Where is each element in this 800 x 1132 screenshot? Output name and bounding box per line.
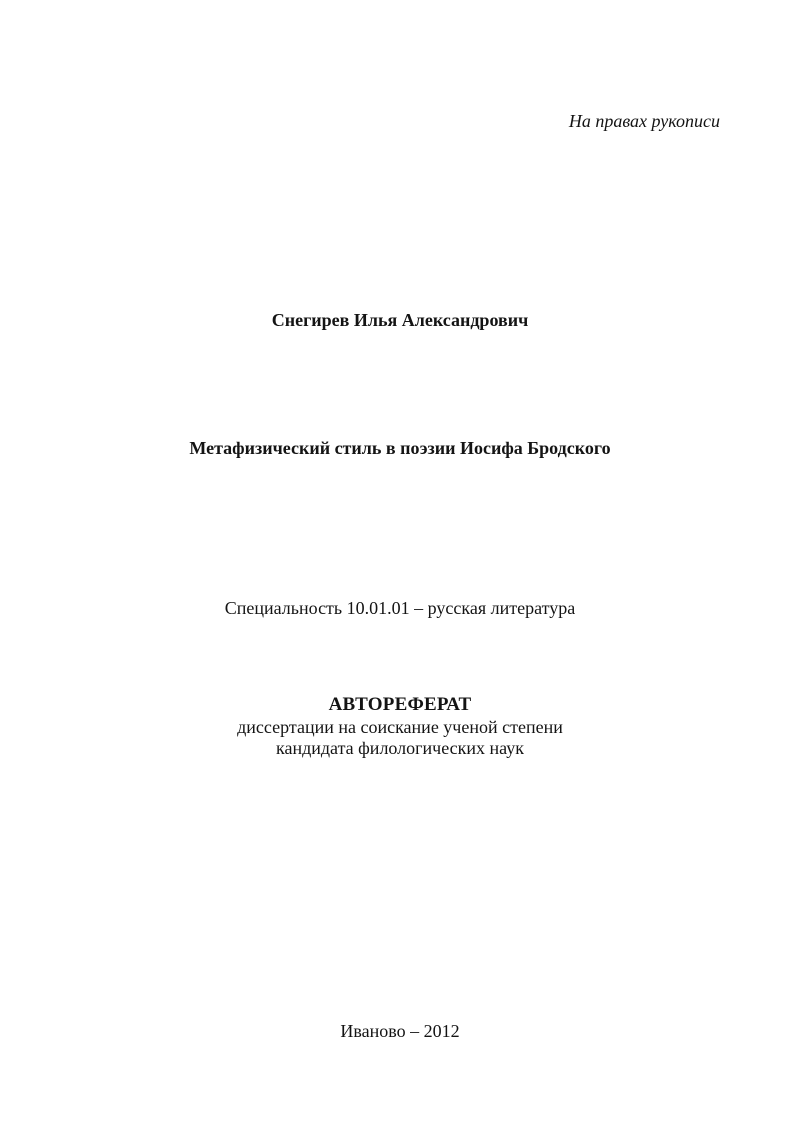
- manuscript-note: На правах рукописи: [568, 111, 720, 131]
- dissertation-title: Метафизический стиль в поэзии Иосифа Бродского: [189, 438, 611, 458]
- specialty-line: Специальность 10.01.01 – русская литература: [224, 598, 576, 618]
- author-name: Снегирев Илья Александрович: [271, 310, 529, 330]
- document-type-heading: АВТОРЕФЕРАТ: [328, 694, 472, 715]
- degree-line-2: кандидата филологических наук: [276, 738, 524, 758]
- city-year: Иваново – 2012: [340, 1021, 460, 1041]
- degree-line-1: диссертации на соискание ученой степени: [237, 717, 563, 737]
